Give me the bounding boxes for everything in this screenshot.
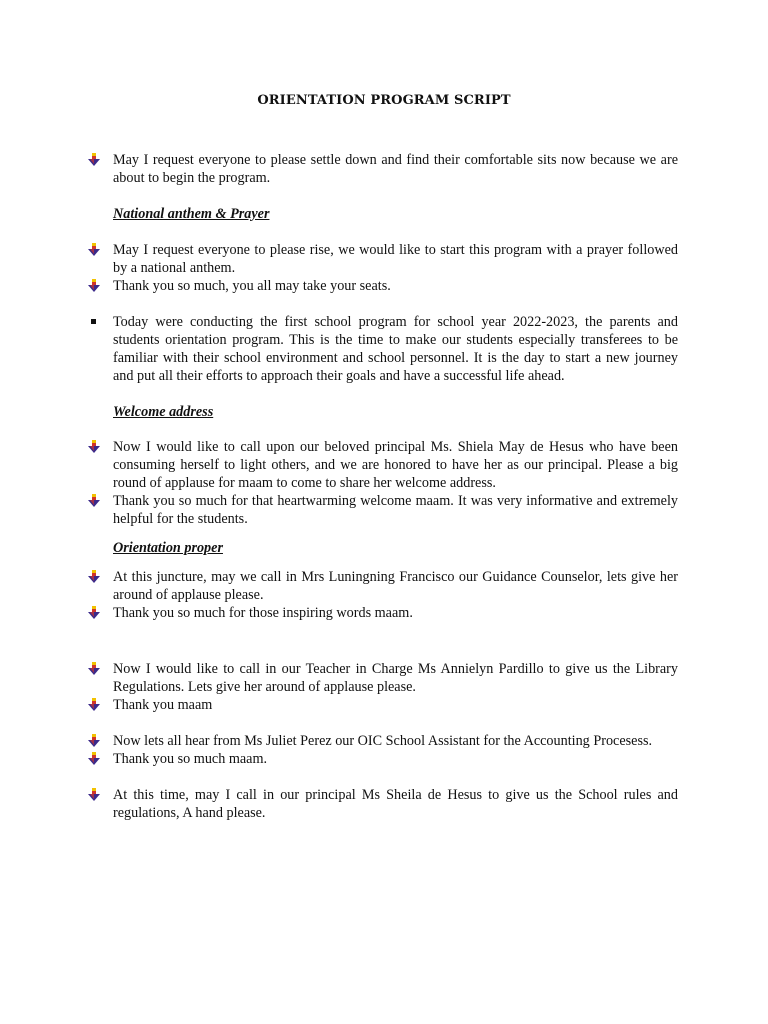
list-item	[86, 151, 678, 187]
list-item-text: May I request everyone to please rise, we would like to start this program with a prayer followed by a national anthem.	[113, 242, 678, 276]
arrow-bullet-icon	[86, 662, 102, 676]
arrow-bullet-icon	[86, 153, 102, 167]
list-item	[86, 277, 678, 295]
list-item	[86, 786, 678, 822]
list-item	[86, 732, 678, 750]
arrow-bullet-icon	[86, 570, 102, 584]
arrow-bullet-icon	[86, 606, 102, 620]
list-item-text: Today were conducting the first school program for school year 2022-2023, the parents and students orientation program. This is the time to make our students especially transferees to be familiar with their school environment and school personnel. It is the day to start a new journey and put all their efforts to approach their goals and have a successful life ahead.	[113, 314, 678, 384]
list-item	[86, 241, 678, 277]
arrow-bullet-icon	[86, 734, 102, 748]
square-bullet-icon	[91, 319, 96, 324]
section-heading-anthem: National anthem & Prayer	[113, 206, 270, 222]
list-item-text: Now I would like to call in our Teacher in Charge Ms Annielyn Pardillo to give us the Library Regulations. Lets give her around of applause please.	[113, 661, 678, 695]
arrow-bullet-icon	[86, 440, 102, 454]
list-item-text: At this juncture, may we call in Mrs Luningning Francisco our Guidance Counselor, lets give her around of applause please.	[113, 569, 678, 603]
section-heading-welcome: Welcome address	[113, 404, 214, 420]
list-item-text: Thank you so much maam.	[113, 751, 268, 767]
list-item	[86, 568, 678, 604]
arrow-bullet-icon	[86, 494, 102, 508]
list-item-text: Thank you so much, you all may take your seats.	[113, 278, 391, 294]
list-item-text: Now lets all hear from Ms Juliet Perez our OIC School Assistant for the Accounting Procesess.	[113, 733, 653, 749]
arrow-bullet-icon	[86, 698, 102, 712]
list-item	[86, 313, 678, 385]
section-heading-orientation: Orientation proper	[113, 540, 223, 556]
arrow-bullet-icon	[86, 279, 102, 293]
arrow-bullet-icon	[86, 752, 102, 766]
list-item	[86, 604, 678, 622]
arrow-bullet-icon	[86, 788, 102, 802]
list-item	[86, 696, 678, 714]
list-item-text: May I request everyone to please settle down and find their comfortable sits now because we are about to begin the program.	[113, 152, 678, 186]
list-item-text: Thank you so much for that heartwarming welcome maam. It was very informative and extremely helpful for the students.	[113, 493, 678, 527]
list-item	[86, 492, 678, 528]
list-item-text: Thank you maam	[113, 697, 213, 713]
list-item-text: At this time, may I call in our principal Ms Sheila de Hesus to give us the School rules and regulations, A hand please.	[113, 787, 678, 821]
list-item	[86, 438, 678, 492]
page-title: ORIENTATION PROGRAM SCRIPT	[257, 93, 511, 108]
list-item-text: Thank you so much for those inspiring words maam.	[113, 605, 413, 621]
list-item	[86, 750, 678, 768]
list-item	[86, 660, 678, 696]
arrow-bullet-icon	[86, 243, 102, 257]
list-item-text: Now I would like to call upon our beloved principal Ms. Shiela May de Hesus who have been consuming herself to light others, and we are honored to have her as our principal. Please a big round of applause for maam to come to share her welcome address.	[113, 439, 678, 491]
